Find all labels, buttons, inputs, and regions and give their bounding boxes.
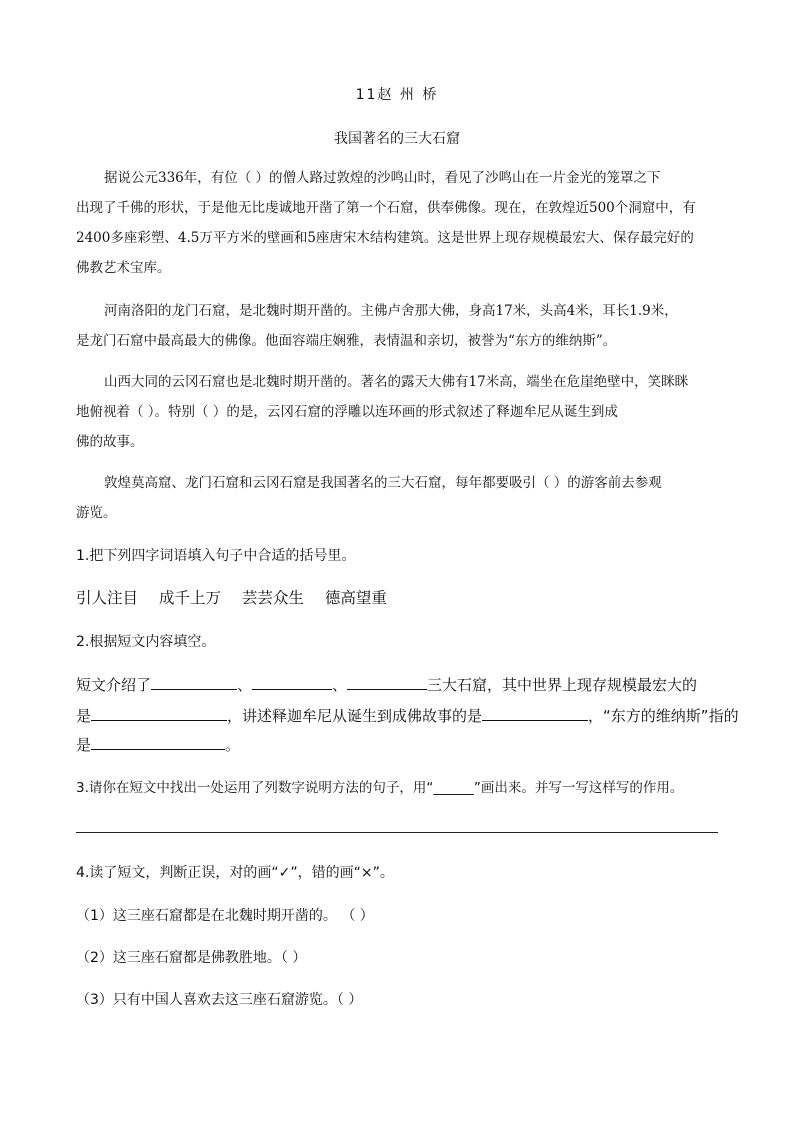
passage-line: 出现了千佛的形状，于是他无比虔诚地开凿了第一个石窟，供奉佛像。现在，在敦煌近500个洞窟中，有 [76, 200, 696, 216]
fill-text: 、 [332, 676, 348, 694]
answer-blank[interactable] [252, 688, 332, 690]
lesson-title: 11赵 州 桥 [355, 87, 439, 103]
passage-paragraph-2 [76, 296, 718, 356]
question-1: 1.把下列四字词语填入句子中合适的括号里。 [76, 548, 356, 564]
passage-line: 河南洛阳的龙门石窟，是北魏时期开凿的。主佛卢舍那大佛，身高17米，头高4米，耳长1.9米， [104, 303, 678, 319]
question-2: 2.根据短文内容填空。 [76, 634, 216, 650]
answer-blank[interactable] [347, 688, 427, 690]
fill-text: 。 [225, 736, 241, 754]
fill-line-2 [76, 705, 739, 726]
idiom-item: 德高望重 [324, 589, 387, 607]
fill-text: 是 [76, 736, 92, 754]
answer-blank[interactable] [91, 719, 227, 721]
fill-text: ，“东方的维纳斯”指的 [588, 707, 739, 725]
passage-line: 2400多座彩塑、4.5万平方米的壁画和5座唐宋木结构建筑。这是世界上现存规模最宏大、保存最完好的 [76, 230, 694, 246]
fill-line-1 [76, 674, 726, 695]
passage-line: 据说公元336年，有位（ ）的僧人路过敦煌的沙鸣山时，看见了沙鸣山在一片金光的笼罩之下 [104, 170, 661, 186]
fill-line-3 [76, 734, 726, 755]
idiom-list [76, 586, 403, 608]
idiom-item: 引人注目 [76, 589, 139, 607]
passage-line: 敦煌莫高窟、龙门石窟和云冈石窟是我国著名的三大石窟，每年都要吸引（ ）的游客前去参观 [104, 475, 662, 491]
passage-line: 地俯视着（ ）。特别（ ）的是，云冈石窟的浮雕以连环画的形式叙述了释迦牟尼从诞生到成 [76, 404, 618, 420]
judgement-item-2: （2）这三座石窟都是佛教胜地。（ ） [76, 950, 307, 966]
fill-text: 三大石窟，其中世界上现存规模最宏大的 [427, 676, 698, 694]
judgement-item-3: （3）只有中国人喜欢去这三座石窟游览。（ ） [76, 992, 363, 1008]
question-3: 3.请你在短文中找出一处运用了列数字说明方法的句子，用“______”画出来。并写一写这样写的作用。 [76, 780, 684, 796]
passage-line: 佛的故事。 [76, 434, 144, 450]
passage-paragraph-1 [76, 163, 718, 283]
answer-blank[interactable] [151, 688, 237, 690]
passage-line: 山西大同的云冈石窟也是北魏时期开凿的。著名的露天大佛有17米高，端坐在危崖绝壁中，笑眯眯 [104, 374, 689, 390]
answer-blank[interactable] [91, 748, 225, 750]
answer-blank[interactable] [482, 719, 588, 721]
question-4: 4.读了短文，判断正误，对的画“✓”，错的画“×”。 [76, 865, 394, 881]
judgement-item-1: （1）这三座石窟都是在北魏时期开凿的。 （ ） [76, 908, 374, 924]
fill-text: 是 [76, 707, 92, 725]
passage-paragraph-3 [76, 367, 718, 457]
passage-title: 我国著名的三大石窟 [334, 131, 460, 147]
passage-line: 游览。 [76, 505, 117, 521]
idiom-item: 芸芸众生 [241, 589, 304, 607]
fill-text: 、 [237, 676, 253, 694]
passage-line: 佛教艺术宝库。 [76, 260, 171, 276]
idiom-item: 成千上万 [158, 589, 221, 607]
fill-text: ，讲述释迦牟尼从诞生到成佛故事的是 [227, 707, 483, 725]
answer-line[interactable] [76, 832, 718, 833]
passage-paragraph-4 [76, 468, 718, 528]
passage-line: 是龙门石窟中最高最大的佛像。他面容端庄娴雅，表情温和亲切，被誉为“东方的维纳斯”。 [76, 333, 617, 349]
fill-text: 短文介绍了 [76, 676, 152, 694]
